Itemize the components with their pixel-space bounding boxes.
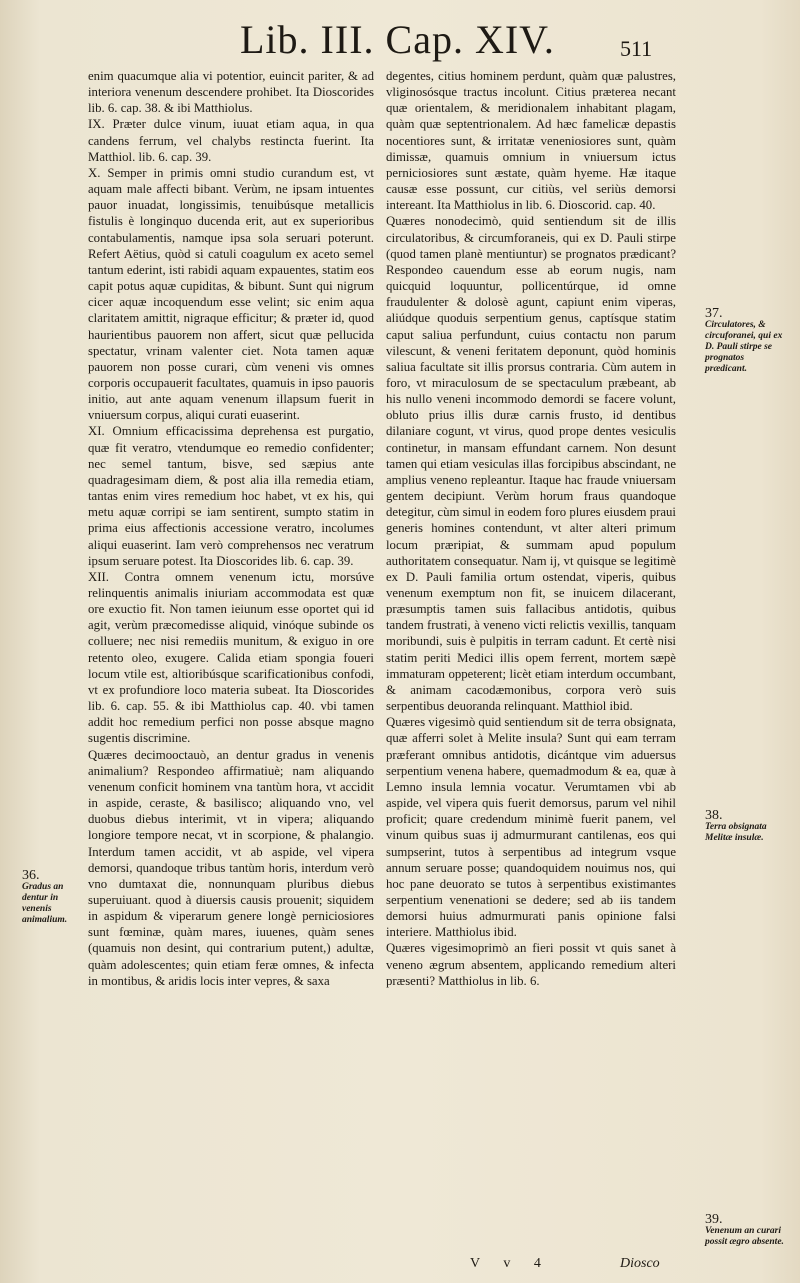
- margin-note-text: Venenum an curari possit ægro absente.: [705, 1226, 784, 1247]
- right-text-column: [386, 68, 676, 989]
- margin-note-number: 39.: [705, 1212, 723, 1227]
- margin-note-text: Gradus an dentur in venenis animalium.: [22, 882, 68, 925]
- paragraph: IX. Præter dulce vinum, iuuat etiam aqua, in qua candens ferrum, vel chalybs restincta fuerint. Ita Matthiol. lib. 6. cap. 39.: [88, 117, 374, 164]
- catchword: Diosco: [620, 1256, 660, 1271]
- margin-note: [705, 308, 785, 375]
- paragraph: XI. Omnium efficacissima deprehensa est purgatio, quæ fit veratro, vtendumque eo remedio confidenter; nec semel tantum, bisve, sed sæpius ante quadragesimam diem, & post alia illa remedia etiam, tantas enim vires remedium hoc habet, vt ex his, qui metu aquæ corripi se iam sentirent, sumpto statim in prima eius affectionis accessione veratro, incolumes aliqui euaserint. Iam verò comprehensos nec veratrum ipsum seruare potest. Ita Dioscorides lib. 6. cap. 39.: [88, 424, 374, 568]
- paragraph: Quæres vigesimoprimò an fieri possit vt quis sanet à veneno ægrum absentem, applicando remedium alteri præsenti? Matthiolus in lib. 6.: [386, 941, 676, 988]
- margin-note-text: Circulatores, & circuforanei, qui ex D. Pauli stirpe se prognatos prædicant.: [705, 320, 783, 374]
- left-text-column: [88, 68, 374, 989]
- paragraph: X. Semper in primis omni studio curandum est, vt aquam male affecti bibant. Verùm, ne ipsam intuentes pauor inuadat, longissimis, tenuibúsque metallicis fistulis è longinquo ducenda erit, aut ex superioribus contabulamentis, namque ipsa sola seruari poterunt. Refert Aëtius, quòd si catuli coagulum ex aceto semel tantum ederint, isti rabidi aquam expauentes, statim eos capit potus aquæ cupiditas, & bibunt. Sunt qui nigrum cicer aquæ incoquendum esse velint; sic enim aqua claritatem amittit, nigraque efficitur; & præter id, quod haurientibus pauorem non affert, sicut quæ pellucida spectatur, vrinam valenter ciet. Nota tamen aquæ pauorem non posse curari, cùm veneni vis omnes corporis occupauerit facultates, quamuis in ipso pauoris initio, aut ante aquam venenum illapsum fuerit in vniuersum corpus, aliqui curati euaserint.: [88, 165, 374, 423]
- page-number: 511: [620, 36, 653, 61]
- paragraph: Quæres decimooctauò, an dentur gradus in venenis animalium? Respondeo affirmatiuè; nam aliquando venenum conficit hominem vna tantùm hora, vt accidit in aspide, ceraste, & basilisco; aliquando vno, vel duobus diebus interimit, vt in vipera; aliquando longiore tempore necat, vt in scorpione, & phalangio. Interdum tamen accidit, vt ab aspide, vel vipera demorsi, quandoque tribus tantùm horis, interdum verò vno dumtaxat die, nonnunquam pluribus diebus superuiuant. quod à diuersis causis prouenit; siquidem in aspidum & viperarum genere longè perniciosiores sunt fœminæ, quàm mares, iuuenes, quàm senes (quamuis non desint, qui contrarium putent,) adultæ, quàm adolescentes; quin etiam feræ omnes, & infecta in montibus, & aridis locis inter vepres, & saxa: [88, 747, 374, 988]
- paragraph: enim quacumque alia vi potentior, euincit pariter, & ad interiora venenum descendere prohibet. Ita Dioscorides lib. 6. cap. 38. & ibi Matthiolus.: [88, 69, 374, 116]
- margin-note: [22, 870, 84, 926]
- margin-note-number: 36.: [22, 868, 40, 883]
- running-title: Lib. III. Cap. XIV.: [240, 17, 555, 62]
- paragraph: Quæres nonodecimò, quid sentiendum sit de illis circulatoribus, & circumforaneis, qui ex D. Pauli stirpe (quod tamen planè mentiuntur) se prognatos prædicant? Respondeo cauendum esse ab eorum nugis, nam quicquid loquuntur, pollicentúrque, id omne fraudulenter & dolosè agunt, capiunt enim viperas, aliúdque quoduis serpentium genus, captísque statim caput saliua perfundunt, cuius contactu non parum vilescunt, & veneni feritatem deponunt, quòd hominis saliua facultate sit illis prorsus contraria. Cùm autem in foro, vt miraculosum de se spectaculum præbeant, ab his nullo veneni incommodo demordi se facere volunt, obluto prius illis duræ carnis frusto, id dentibus dilaniare cogunt, vt virus, quod prope dentes vesiculis continetur, in mansam effundant carnem. Non desunt tamen qui etiam vesiculas illas forcipibus abscindant, ne amplius veneno repleantur. Itaque hac fraude vniuersam gentem decipiunt. Verùm horum fraus quandoque detegitur, cùm simul in eodem foro plures eiusdem praui generis homines contendunt, vt alter alteri primum locum præripiat, & summam apud populum authoritatem consequatur. Nam ij, vt quisque se legitimè ex D. Pauli familia ortum ostendat, viperis, quibus venenum exemptum non fit, se inuicem dilacerant, præsumptis tamen suis fallacibus antidotis, quibus tandem frustrati, à veneno victi relictis vexillis, tanquam moribundi, suis è pulpitis in terram cadunt. Et certè nisi statim periti Medici illis opem ferrent, mortem sæpè immaturam oppeterent; licèt etiam interdum occumbant, & animam cacodæmonibus, corpora verò suis serpentibus deuoranda relinquant. Matthiol ibid.: [386, 214, 676, 714]
- margin-note-number: 38.: [705, 808, 723, 823]
- margin-note-number: 37.: [705, 306, 723, 321]
- margin-note-text: Terra obsignata Melitæ insulæ.: [705, 822, 767, 843]
- signature-mark: V v 4: [470, 1256, 551, 1271]
- paragraph: Quæres vigesimò quid sentiendum sit de terra obsignata, quæ afferri solet à Melite insula? Sunt qui eam terram præferant omnibus antidotis, dicántque vim aduersus serpentium venena habere, quemadmodum & ea, quæ à Lemno insula lemnia vocatur. Verumtamen vbi ab aspide, vel vipera quis fuerit demorsus, parum vel nihil proficit; quare credendum minimè fuerit panem, vel vinum quibus suas ij admurmurant cantilenas, eos qui sumpserint, tutos à serpentibus ad integrum vsque annum seruare posse; quandoquidem nouimus nos, qui hoc pane deuorato se tutos à serpentibus existimantes serpentium venenationi se dedere; sed ab iis tandem demorsi huius admurmurati panis opinione falsi interiere. Matthiolus ibid.: [386, 715, 677, 940]
- margin-note: [705, 1214, 785, 1248]
- margin-note: [705, 810, 785, 844]
- paragraph: XII. Contra omnem venenum ictu, morsúve relinquentis animalis iniuriam accommodata est quæ ore exuctio fit. Non tamen ieiunum esse oportet qui id agit, verùm præcomedisse aliquid, vinóque subinde os colluere; nec nisi remediis munitum, & exiguo in ore retento oleo, exugere. Calida etiam spongia foueri locum vtile est, altioribúsque scarificationibus confodi, vt ex profundiore loco materia subeat. Ita Dioscorides lib. 6. cap. 55. & ibi Matthiolus cap. 40. vbi tamen addit hoc remedium perfici non posse absque magno sugentis discrimine.: [88, 569, 374, 746]
- running-header: [0, 16, 800, 66]
- paragraph: degentes, citius hominem perdunt, quàm quæ palustres, vliginosósque tractus incolunt. Citius præterea necant quæ orientalem, & meridionalem inhabitant plagam, quàm quæ septentrionalem. Ad hæc famelicæ depastis nocentiores sunt, & irritatæ veneniosiores sunt, quàm dimissæ, quamuis omnium in vniuersum ictus perniciosiores sunt æstate, quàm hyeme. Hæ itaque causæ esse possunt, cur citiùs, vel seriùs demorsi intereant. Ita Matthiolus in lib. 6. Dioscorid. cap. 40.: [386, 69, 676, 213]
